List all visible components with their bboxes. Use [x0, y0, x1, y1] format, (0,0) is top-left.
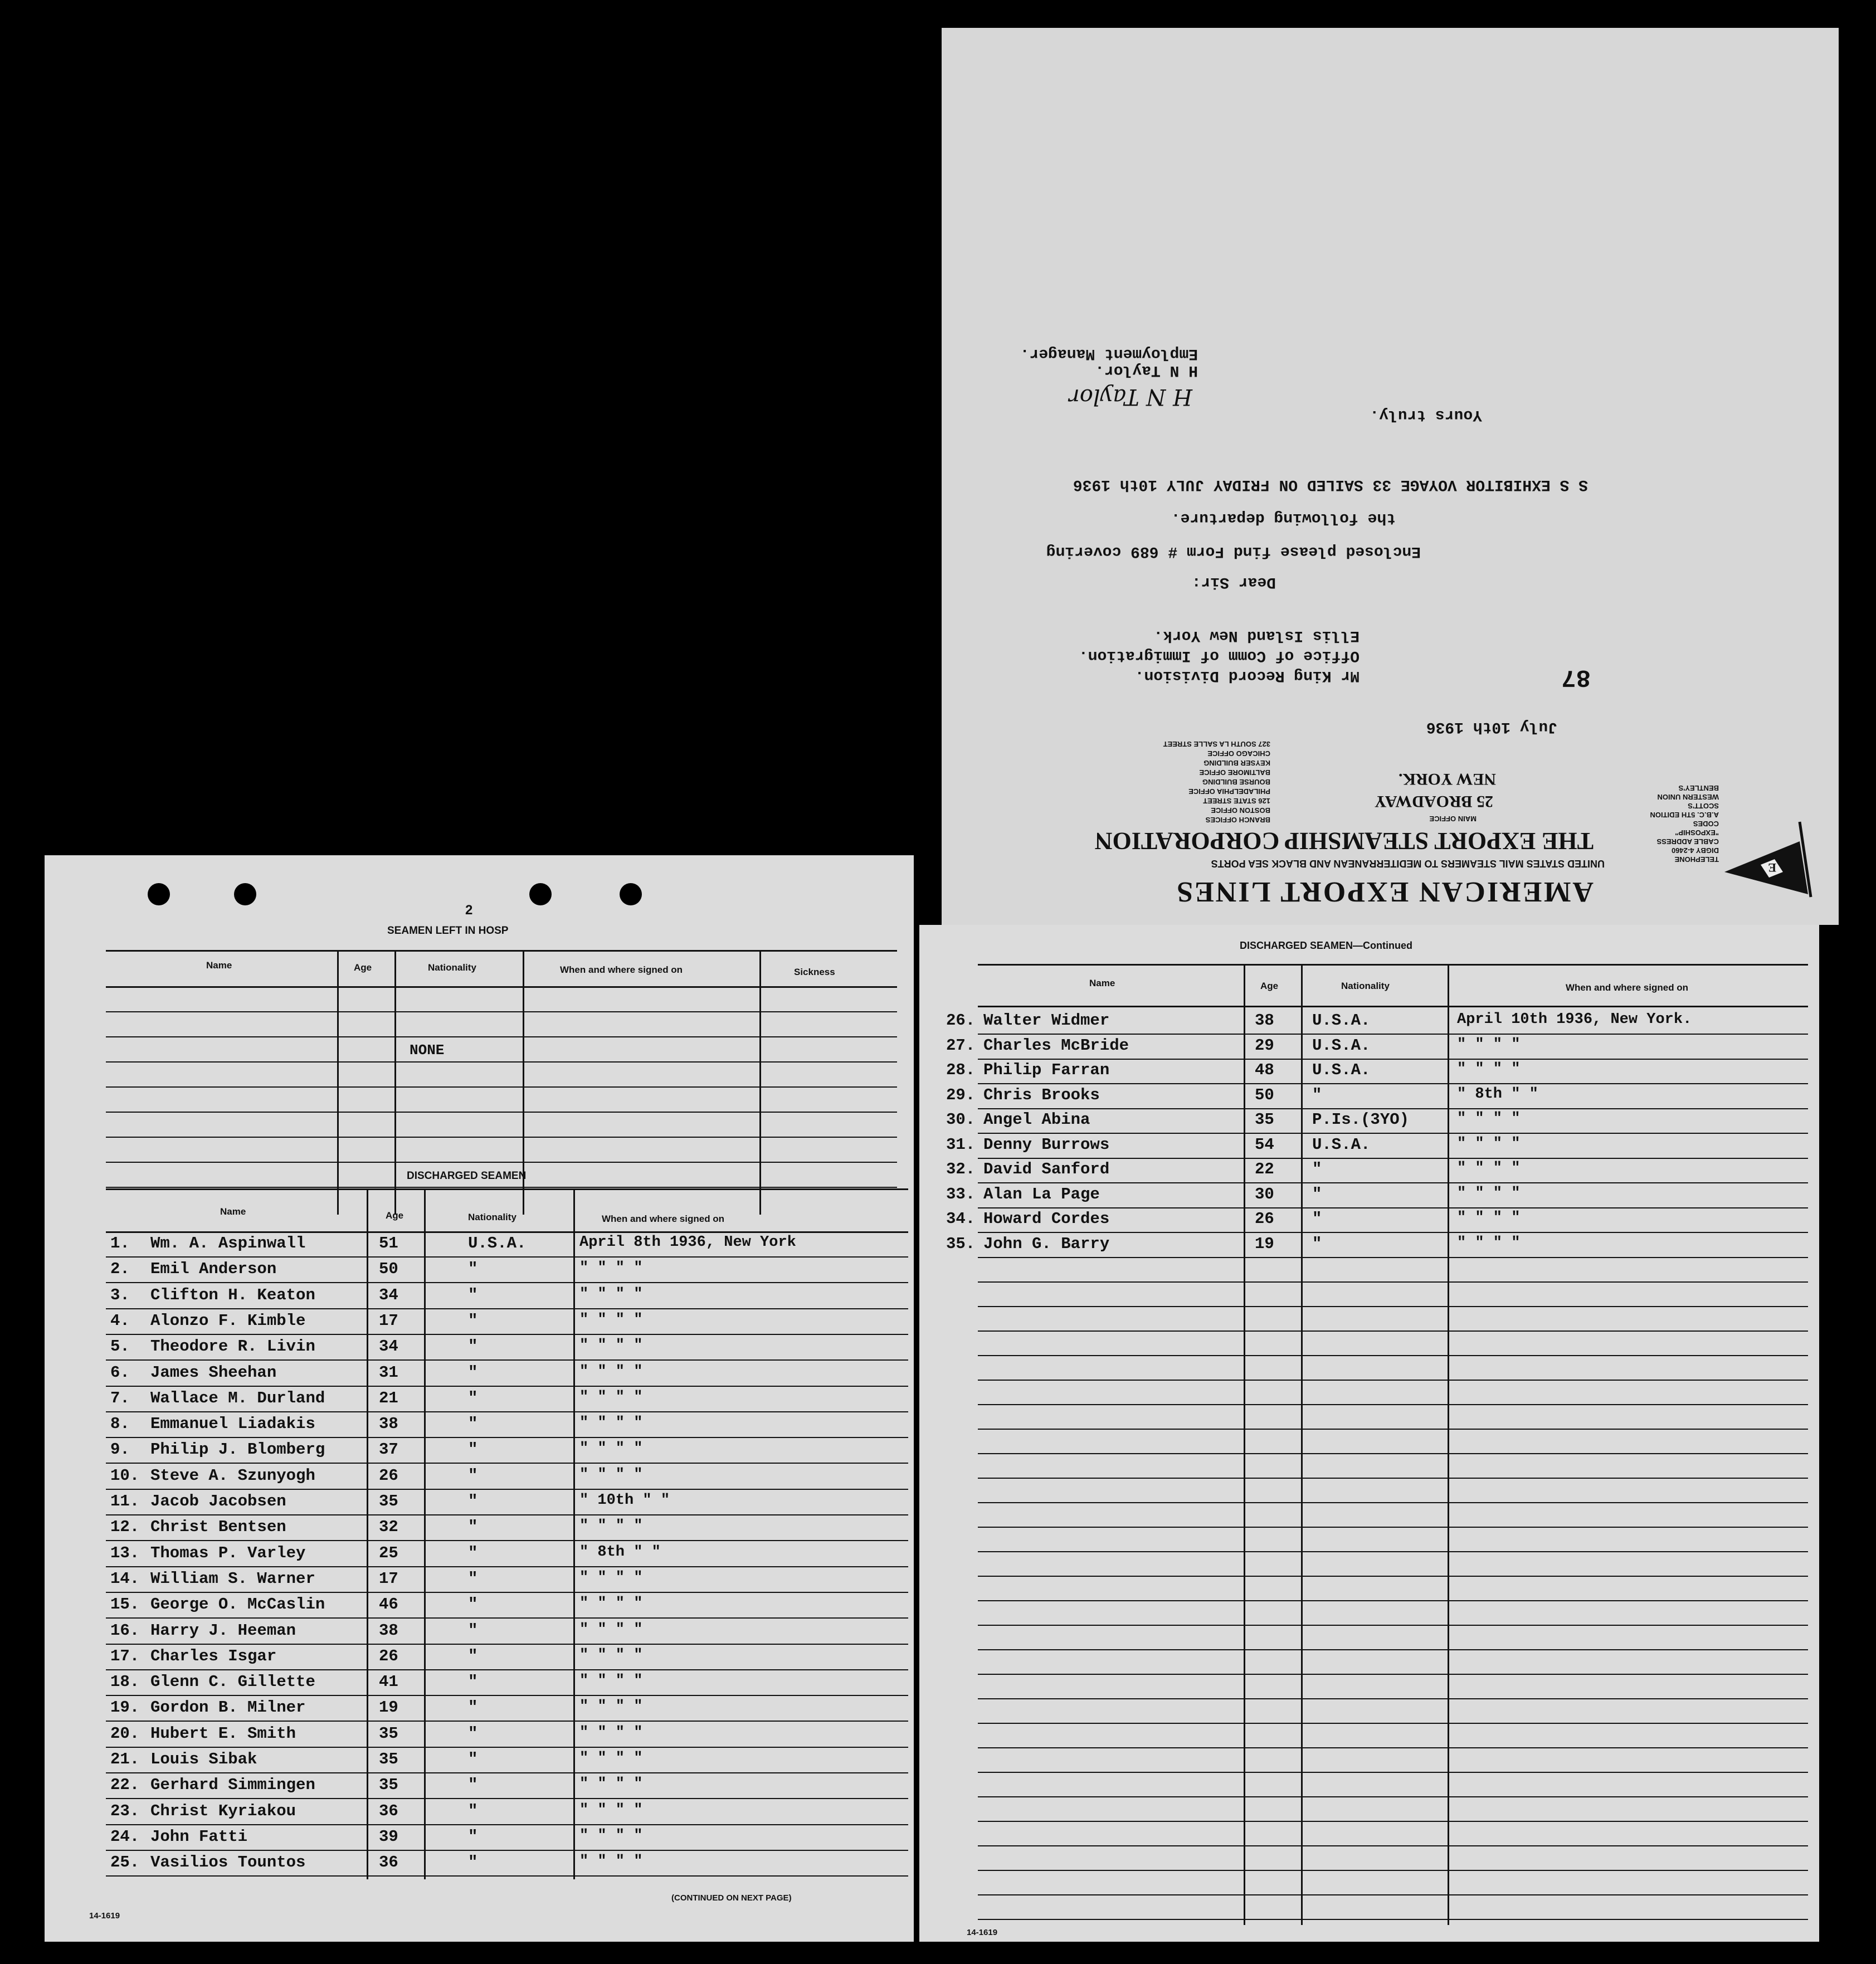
- body-line-3: S S EXHIBITOR VOYAGE 33 SAILED ON FRIDAY JULY 10th 1936: [1073, 476, 1588, 493]
- telephone-block: TELEPHONE DIGBY 4-2460 CABLE ADDRESS "EXPOSHIP" CODES A.B.C. 5TH EDITION SCOTT'S WESTERN UNION BENTLEY'S: [1650, 784, 1719, 864]
- seaman-signed-on: " " " ": [579, 1440, 643, 1458]
- row-number: 6.: [110, 1363, 130, 1382]
- blank-line: [978, 1821, 1808, 1822]
- row-line: [106, 1282, 908, 1283]
- row-line: [978, 1059, 1808, 1060]
- brand-subtitle: UNITED STATES MAIL STEAMERS TO MEDITERRANEAN AND BLACK SEA PORTS: [1211, 858, 1605, 869]
- cover-letter-rotated: [942, 28, 1839, 925]
- blank-line: [978, 1845, 1808, 1846]
- main-office-address-1: 25 BROADWAY: [1374, 792, 1493, 811]
- row-line: [978, 1257, 1808, 1258]
- seaman-nationality: ": [468, 1518, 478, 1537]
- main-office-address-2: NEW YORK.: [1398, 770, 1496, 788]
- row-line: [106, 1772, 908, 1773]
- row-line: [106, 1359, 908, 1361]
- seaman-name: Alan La Page: [983, 1185, 1100, 1203]
- seaman-signed-on: " 8th " ": [1457, 1085, 1538, 1103]
- seaman-age: 37: [379, 1440, 398, 1459]
- page-number: 2: [465, 903, 473, 918]
- cover-letter: [942, 28, 1839, 925]
- blank-line: [978, 1625, 1808, 1626]
- main-office-label: MAIN OFFICE: [1429, 815, 1477, 823]
- row-line: [106, 1850, 908, 1851]
- form-page-right: [919, 925, 1819, 1942]
- seaman-name: Alonzo F. Kimble: [150, 1311, 306, 1330]
- seaman-age: 30: [1255, 1185, 1274, 1203]
- seaman-name: Emil Anderson: [150, 1260, 277, 1279]
- seaman-name: James Sheehan: [150, 1363, 277, 1382]
- seaman-signed-on: " " " ": [579, 1801, 643, 1819]
- discharged-section-title: DISCHARGED SEAMEN: [407, 1170, 527, 1182]
- row-line: [106, 1592, 908, 1593]
- seaman-age: 35: [1255, 1110, 1274, 1129]
- seaman-nationality: ": [468, 1646, 478, 1665]
- seaman-nationality: U.S.A.: [1312, 1135, 1371, 1154]
- blank-line: [978, 1870, 1808, 1871]
- seaman-name: Louis Sibak: [150, 1750, 257, 1768]
- seaman-age: 39: [379, 1827, 398, 1846]
- seaman-signed-on: April 8th 1936, New York: [579, 1234, 796, 1251]
- letter-date: July 10th 1936: [1426, 718, 1557, 735]
- row-number: 8.: [110, 1415, 130, 1434]
- blank-line: [978, 1281, 1808, 1283]
- seaman-age: 51: [379, 1234, 398, 1253]
- punch-hole: [234, 883, 256, 905]
- body-line-1: Enclosed please find Form # 689 covering: [1046, 543, 1421, 560]
- row-number: 19.: [110, 1698, 140, 1717]
- seaman-nationality: ": [468, 1698, 478, 1717]
- blank-line: [978, 1772, 1808, 1773]
- signature: H N Taylor: [1069, 384, 1192, 410]
- seaman-signed-on: " " " ": [579, 1853, 643, 1870]
- row-line: [978, 1108, 1808, 1109]
- blank-line: [978, 1355, 1808, 1356]
- seaman-name: Howard Cordes: [983, 1210, 1110, 1228]
- right-col-age: Age: [1260, 981, 1279, 991]
- seaman-signed-on: " " " ": [579, 1673, 643, 1690]
- seaman-age: 35: [379, 1724, 398, 1743]
- seaman-age: 29: [1255, 1036, 1274, 1055]
- hospital-section-title: SEAMEN LEFT IN HOSP: [387, 925, 509, 937]
- seaman-signed-on: " " " ": [1457, 1160, 1521, 1177]
- seaman-name: Christ Kyriakou: [150, 1801, 296, 1820]
- row-line: [106, 1386, 908, 1387]
- row-number: 2.: [110, 1260, 130, 1279]
- row-number: 28.: [946, 1061, 976, 1079]
- hospital-none-entry: NONE: [410, 1042, 445, 1059]
- company-name: THE EXPORT STEAMSHIP CORPORATION: [1094, 827, 1594, 855]
- seaman-age: 50: [1255, 1085, 1274, 1104]
- seaman-nationality: U.S.A.: [468, 1234, 527, 1253]
- seaman-nationality: ": [468, 1543, 478, 1562]
- hospital-col-age: Age: [354, 962, 372, 973]
- seaman-nationality: ": [468, 1801, 478, 1820]
- flag-letter: E: [1768, 861, 1776, 875]
- row-line: [978, 1034, 1808, 1035]
- signer-name: H N Taylor.: [1095, 362, 1198, 379]
- seaman-name: Charles McBride: [983, 1036, 1129, 1055]
- form-number-left: 14-1619: [89, 1911, 120, 1921]
- body-line-2: the following departure.: [1171, 509, 1396, 527]
- seaman-age: 34: [379, 1285, 398, 1304]
- hospital-col-name: Name: [206, 960, 232, 971]
- seaman-age: 22: [1255, 1160, 1274, 1178]
- row-number: 31.: [946, 1135, 976, 1154]
- row-number: 15.: [110, 1595, 140, 1614]
- row-line: [106, 1411, 908, 1412]
- seaman-nationality: ": [468, 1388, 478, 1407]
- row-line: [106, 1256, 908, 1258]
- row-number: 24.: [110, 1827, 140, 1846]
- blank-line: [978, 1723, 1808, 1724]
- seaman-name: Thomas P. Varley: [150, 1543, 306, 1562]
- seaman-age: 46: [379, 1595, 398, 1614]
- row-number: 16.: [110, 1621, 140, 1640]
- seaman-signed-on: " " " ": [579, 1750, 643, 1767]
- discharged-col-signed: When and where signed on: [602, 1214, 725, 1224]
- seaman-age: 34: [379, 1337, 398, 1356]
- blank-line: [978, 1404, 1808, 1405]
- seaman-nationality: ": [468, 1363, 478, 1382]
- seaman-name: Chris Brooks: [983, 1085, 1100, 1104]
- seaman-name: John Fatti: [150, 1827, 248, 1846]
- seaman-signed-on: " " " ": [579, 1337, 643, 1354]
- punch-hole: [148, 883, 170, 905]
- seaman-nationality: ": [468, 1415, 478, 1434]
- seaman-age: 19: [1255, 1234, 1274, 1253]
- seaman-age: 35: [379, 1750, 398, 1768]
- blank-line: [978, 1527, 1808, 1528]
- row-line: [978, 1133, 1808, 1134]
- seaman-signed-on: " 8th " ": [579, 1543, 661, 1561]
- row-number: 21.: [110, 1750, 140, 1768]
- seaman-age: 26: [379, 1646, 398, 1665]
- row-line: [978, 1182, 1808, 1183]
- seaman-name: David Sanford: [983, 1160, 1110, 1178]
- row-line: [106, 1721, 908, 1722]
- row-number: 25.: [110, 1853, 140, 1872]
- row-number: 9.: [110, 1440, 130, 1459]
- blank-line: [978, 1576, 1808, 1577]
- seaman-nationality: ": [1312, 1185, 1322, 1203]
- seaman-nationality: ": [468, 1311, 478, 1330]
- seaman-age: 38: [379, 1415, 398, 1434]
- row-number: 7.: [110, 1388, 130, 1407]
- row-line: [106, 1540, 908, 1541]
- seaman-signed-on: " " " ": [579, 1518, 643, 1535]
- seaman-nationality: ": [1312, 1160, 1322, 1178]
- blank-line: [978, 1478, 1808, 1479]
- seaman-name: Christ Bentsen: [150, 1518, 286, 1537]
- seaman-signed-on: " " " ": [579, 1363, 643, 1380]
- row-number: 5.: [110, 1337, 130, 1356]
- row-number: 10.: [110, 1466, 140, 1485]
- seaman-signed-on: " " " ": [1457, 1036, 1521, 1053]
- seaman-nationality: ": [468, 1337, 478, 1356]
- row-line: [106, 1798, 908, 1799]
- seaman-signed-on: April 10th 1936, New York.: [1457, 1011, 1692, 1028]
- seaman-nationality: ": [1312, 1234, 1322, 1253]
- blank-line: [978, 1429, 1808, 1430]
- row-line: [106, 1644, 908, 1645]
- closing: Yours truly.: [1370, 406, 1482, 423]
- seaman-name: Vasilios Tountos: [150, 1853, 306, 1872]
- blank-line: [978, 1306, 1808, 1307]
- row-line: [978, 1232, 1808, 1233]
- seaman-nationality: ": [468, 1260, 478, 1279]
- row-number: 26.: [946, 1011, 976, 1030]
- seaman-nationality: ": [468, 1440, 478, 1459]
- seaman-name: Philip J. Blomberg: [150, 1440, 325, 1459]
- row-line: [106, 1566, 908, 1567]
- seaman-nationality: U.S.A.: [1312, 1061, 1371, 1079]
- seaman-age: 54: [1255, 1135, 1274, 1154]
- row-number: 29.: [946, 1085, 976, 1104]
- seaman-name: Jacob Jacobsen: [150, 1492, 286, 1510]
- row-number: 4.: [110, 1311, 130, 1330]
- seaman-nationality: ": [468, 1595, 478, 1614]
- seaman-signed-on: " " " ": [579, 1698, 643, 1716]
- blank-line: [978, 1894, 1808, 1895]
- seaman-signed-on: " " " ": [579, 1260, 643, 1277]
- seaman-signed-on: " " " ": [579, 1595, 643, 1612]
- row-number: 17.: [110, 1646, 140, 1665]
- seaman-name: Hubert E. Smith: [150, 1724, 296, 1743]
- seaman-nationality: ": [468, 1466, 478, 1485]
- row-line: [106, 1617, 908, 1619]
- row-line: [106, 1875, 908, 1877]
- seaman-nationality: ": [468, 1776, 478, 1795]
- seaman-name: George O. McCaslin: [150, 1595, 325, 1614]
- seaman-nationality: ": [468, 1827, 478, 1846]
- seaman-nationality: ": [468, 1724, 478, 1743]
- blank-line: [978, 1600, 1808, 1601]
- seaman-age: 17: [379, 1569, 398, 1588]
- seaman-signed-on: " " " ": [579, 1388, 643, 1406]
- row-number: 30.: [946, 1110, 976, 1129]
- form-number-right: 14-1619: [967, 1928, 998, 1937]
- blank-line: [978, 1502, 1808, 1503]
- row-line: [106, 1695, 908, 1696]
- seaman-name: Harry J. Heeman: [150, 1621, 296, 1640]
- brand-title: AMERICAN EXPORT LINES: [1175, 876, 1594, 908]
- seaman-nationality: ": [468, 1285, 478, 1304]
- right-col-nationality: Nationality: [1341, 981, 1390, 991]
- seaman-nationality: ": [468, 1492, 478, 1510]
- row-number: 35.: [946, 1234, 976, 1253]
- seaman-signed-on: " " " ": [579, 1621, 643, 1638]
- seaman-age: 41: [379, 1673, 398, 1692]
- seaman-signed-on: " " " ": [579, 1466, 643, 1483]
- signer-title: Employment Manager.: [1020, 345, 1198, 362]
- hospital-col-sickness: Sickness: [794, 967, 835, 977]
- row-number: 13.: [110, 1543, 140, 1562]
- seaman-age: 50: [379, 1260, 398, 1279]
- punch-hole: [620, 883, 642, 905]
- seaman-nationality: ": [468, 1621, 478, 1640]
- row-line: [106, 1824, 908, 1825]
- seaman-nationality: P.Is.(3YO): [1312, 1110, 1410, 1129]
- seaman-age: 26: [379, 1466, 398, 1485]
- hospital-col-signed: When and where signed on: [560, 964, 683, 975]
- seaman-signed-on: " " " ": [579, 1646, 643, 1664]
- row-line: [978, 1083, 1808, 1084]
- seaman-name: Charles Isgar: [150, 1646, 277, 1665]
- seaman-age: 19: [379, 1698, 398, 1717]
- seaman-signed-on: " 10th " ": [579, 1492, 670, 1509]
- seaman-signed-on: " " " ": [1457, 1135, 1521, 1152]
- seaman-name: Clifton H. Keaton: [150, 1285, 315, 1304]
- continued-note: (CONTINUED ON NEXT PAGE): [671, 1893, 792, 1903]
- seaman-age: 17: [379, 1311, 398, 1330]
- seaman-signed-on: " " " ": [1457, 1185, 1521, 1202]
- row-line: [106, 1489, 908, 1490]
- right-col-name: Name: [1089, 978, 1115, 988]
- seaman-age: 48: [1255, 1061, 1274, 1079]
- continued-section-title: DISCHARGED SEAMEN—Continued: [1240, 940, 1412, 951]
- row-number: 34.: [946, 1210, 976, 1228]
- seaman-signed-on: " " " ": [579, 1827, 643, 1844]
- seaman-name: Wm. A. Aspinwall: [150, 1234, 306, 1253]
- row-line: [978, 1207, 1808, 1208]
- blank-line: [978, 1380, 1808, 1381]
- seaman-signed-on: " " " ": [579, 1569, 643, 1586]
- salutation: Dear Sir:: [1191, 573, 1276, 591]
- row-number: 11.: [110, 1492, 140, 1510]
- seaman-age: 35: [379, 1776, 398, 1795]
- seaman-nationality: U.S.A.: [1312, 1011, 1371, 1030]
- seaman-name: Angel Abina: [983, 1110, 1090, 1129]
- seaman-name: Theodore R. Livin: [150, 1337, 315, 1356]
- punch-hole: [529, 883, 552, 905]
- hospital-col-nationality: Nationality: [428, 962, 476, 973]
- seaman-nationality: ": [468, 1569, 478, 1588]
- seaman-name: John G. Barry: [983, 1234, 1110, 1253]
- seaman-age: 21: [379, 1388, 398, 1407]
- seaman-name: Emmanuel Liadakis: [150, 1415, 315, 1434]
- row-number: 20.: [110, 1724, 140, 1743]
- blank-line: [978, 1796, 1808, 1797]
- seaman-signed-on: " " " ": [579, 1776, 643, 1793]
- seaman-age: 31: [379, 1363, 398, 1382]
- row-line: [106, 1334, 908, 1335]
- seaman-nationality: U.S.A.: [1312, 1036, 1371, 1055]
- row-number: 22.: [110, 1776, 140, 1795]
- seaman-nationality: ": [468, 1673, 478, 1692]
- blank-line: [978, 1649, 1808, 1650]
- row-number: 23.: [110, 1801, 140, 1820]
- seaman-age: 35: [379, 1492, 398, 1510]
- row-line: [106, 1747, 908, 1748]
- seaman-signed-on: " " " ": [1457, 1210, 1521, 1226]
- form-page-left: [45, 855, 914, 1942]
- right-col-signed: When and where signed on: [1566, 982, 1689, 993]
- company-flag-icon: [1716, 819, 1816, 903]
- seaman-signed-on: " " " ": [1457, 1110, 1521, 1127]
- seaman-signed-on: " " " ": [579, 1285, 643, 1303]
- branch-offices-block: BRANCH OFFICES BOSTON OFFICE 126 STATE STREET PHILADELPHIA OFFICE BOURSE BUILDING BALTIMORE OFFICE KEYSER BUILDING CHICAGO OFFICE 327 SOUTH LA SALLE STREET: [1163, 740, 1270, 824]
- blank-line: [978, 1674, 1808, 1675]
- seaman-name: Wallace M. Durland: [150, 1388, 325, 1407]
- row-line: [106, 1669, 908, 1670]
- seaman-signed-on: " " " ": [579, 1311, 643, 1328]
- blank-line: [978, 1453, 1808, 1454]
- seaman-name: William S. Warner: [150, 1569, 315, 1588]
- row-number: 14.: [110, 1569, 140, 1588]
- discharged-col-age: Age: [386, 1210, 404, 1221]
- seaman-name: Walter Widmer: [983, 1011, 1110, 1030]
- row-line: [106, 1437, 908, 1438]
- seaman-age: 32: [379, 1518, 398, 1537]
- seaman-name: Glenn C. Gillette: [150, 1673, 315, 1692]
- row-line: [106, 1514, 908, 1515]
- row-number: 27.: [946, 1036, 976, 1055]
- blank-line: [978, 1747, 1808, 1748]
- row-number: 18.: [110, 1673, 140, 1692]
- seaman-age: 36: [379, 1801, 398, 1820]
- seaman-signed-on: " " " ": [1457, 1234, 1521, 1251]
- seaman-age: 36: [379, 1853, 398, 1872]
- seaman-age: 38: [1255, 1011, 1274, 1030]
- seaman-signed-on: " " " ": [579, 1724, 643, 1741]
- blank-line: [978, 1698, 1808, 1699]
- blank-line: [978, 1919, 1808, 1920]
- letter-reference-number: 87: [1561, 663, 1591, 691]
- seaman-age: 26: [1255, 1210, 1274, 1228]
- discharged-col-nationality: Nationality: [468, 1212, 516, 1222]
- seaman-nationality: ": [468, 1750, 478, 1768]
- row-line: [106, 1463, 908, 1464]
- row-number: 3.: [110, 1285, 130, 1304]
- seaman-name: Philip Farran: [983, 1061, 1110, 1079]
- blank-line: [978, 1331, 1808, 1332]
- seaman-age: 38: [379, 1621, 398, 1640]
- seaman-signed-on: " " " ": [1457, 1061, 1521, 1078]
- seaman-name: Steve A. Szunyogh: [150, 1466, 315, 1485]
- row-line: [978, 1158, 1808, 1159]
- seaman-nationality: ": [1312, 1085, 1322, 1104]
- seaman-age: 25: [379, 1543, 398, 1562]
- row-line: [106, 1308, 908, 1309]
- row-number: 33.: [946, 1185, 976, 1203]
- discharged-col-name: Name: [220, 1206, 246, 1217]
- seaman-name: Gordon B. Milner: [150, 1698, 306, 1717]
- seaman-name: Denny Burrows: [983, 1135, 1110, 1154]
- seaman-name: Gerhard Simmingen: [150, 1776, 315, 1795]
- seaman-nationality: ": [468, 1853, 478, 1872]
- row-number: 32.: [946, 1160, 976, 1178]
- row-number: 12.: [110, 1518, 140, 1537]
- recipient-block: Mr King Record Division. Office of Comm of Immigration. Ellis Island New York.: [1078, 627, 1360, 684]
- seaman-signed-on: " " " ": [579, 1415, 643, 1432]
- row-number: 1.: [110, 1234, 130, 1253]
- blank-line: [978, 1551, 1808, 1552]
- seaman-nationality: ": [1312, 1210, 1322, 1228]
